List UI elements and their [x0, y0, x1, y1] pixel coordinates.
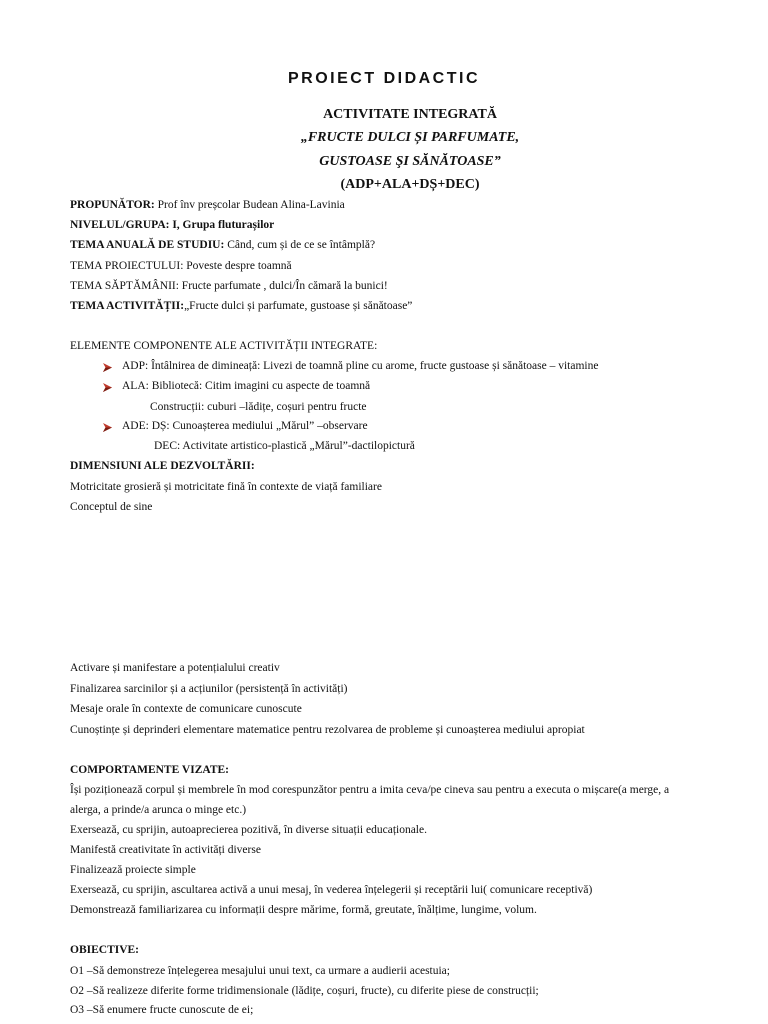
element-ala: ALA: Bibliotecă: Citim imagini cu aspecte de toamnă — [122, 380, 371, 392]
tema-saptamanii: TEMA SĂPTĂMÂNII: Fructe parfumate , dulci/În cămară la bunici! — [70, 280, 388, 292]
tema-anuala-value: Când, cum și de ce se întâmplă? — [224, 239, 376, 251]
element-ade: ADE: DȘ: Cunoașterea mediului „Mărul” –observare — [122, 420, 368, 432]
element-ala-constructii: Construcții: cuburi –lădițe, coșuri pentru fructe — [150, 401, 367, 413]
dimension-item: Conceptul de sine — [70, 501, 153, 513]
elements-heading: ELEMENTE COMPONENTE ALE ACTIVITĂȚII INTEGRATE: — [70, 340, 378, 352]
objective-item: O1 –Să demonstreze înțelegerea mesajului unui text, ca urmare a audierii acestuia; — [70, 965, 450, 977]
propunator-label: PROPUNĂTOR: — [70, 199, 155, 211]
tema-activitatii-label: TEMA ACTIVITĂȚII: — [70, 300, 185, 312]
dimension-item: Activare și manifestare a potențialului creativ — [70, 662, 280, 674]
arrow-bullet-icon — [103, 363, 112, 372]
behavior-item: Își poziționează corpul și membrele în mod corespunzător pentru a imita ceva/pe cineva sau pentru a executa o mișcare(a merge, a — [70, 784, 670, 796]
behavior-item-continuation: alerga, a prinde/a arunca o minge etc.) — [70, 804, 247, 816]
dimension-item: Mesaje orale în contexte de comunicare cunoscute — [70, 703, 302, 715]
dimension-item: Motricitate grosieră și motricitate fină în contexte de viață familiare — [70, 481, 382, 493]
theme-line-2: GUSTOASE ŞI SĂNĂTOASE” — [319, 154, 501, 169]
element-dec: DEC: Activitate artistico-plastică „Mărul”-dactilopictură — [154, 440, 415, 452]
behaviors-heading: COMPORTAMENTE VIZATE: — [70, 764, 230, 776]
arrow-bullet-icon — [103, 423, 112, 432]
tema-anuala-label: TEMA ANUALĂ DE STUDIU: — [70, 239, 225, 251]
tema-anuala-line — [70, 239, 375, 251]
element-adp: ADP: Întâlnirea de dimineață: Livezi de toamnă pline cu arome, fructe gustoase și sănătoase – vitamine — [122, 360, 599, 372]
tema-activitatii-value: „Fructe dulci și parfumate, gustoase și sănătoase” — [184, 300, 413, 312]
behavior-item: Manifestă creativitate în activități diverse — [70, 844, 261, 856]
activity-subtitle: ACTIVITATE INTEGRATĂ — [323, 107, 497, 122]
arrow-bullet-icon — [103, 383, 112, 392]
behavior-item: Exersează, cu sprijin, ascultarea activă a unui mesaj, în vederea înțelegerii și receptării lui( comunicare receptivă) — [70, 884, 593, 896]
objective-item: O2 –Să realizeze diferite forme tridimensionale (lădițe, coșuri, fructe), cu diferite piese de construcții; — [70, 985, 539, 997]
tema-proiectului: TEMA PROIECTULUI: Poveste despre toamnă — [70, 260, 292, 272]
dimension-item: Finalizarea sarcinilor și a acțiunilor (persistență în activități) — [70, 683, 348, 695]
document-title: PROIECT DIDACTIC — [288, 70, 480, 87]
behavior-item: Finalizează proiecte simple — [70, 864, 196, 876]
tema-activitatii-line — [70, 300, 412, 312]
nivel-grupa: NIVELUL/GRUPA: I, Grupa fluturașilor — [70, 219, 275, 231]
theme-line-1: „FRUCTE DULCI ȘI PARFUMATE, — [300, 130, 520, 145]
dimensions-heading: DIMENSIUNI ALE DEZVOLTĂRII: — [70, 460, 255, 472]
behavior-item: Demonstrează familiarizarea cu informații despre mărime, formă, greutate, înălțime, lungime, volum. — [70, 904, 537, 916]
propunator-line — [70, 199, 345, 211]
objective-item: O3 –Să enumere fructe cunoscute de ei; — [70, 1004, 254, 1016]
activity-areas: (ADP+ALA+DȘ+DEC) — [340, 177, 480, 192]
behavior-item: Exersează, cu sprijin, autoaprecierea pozitivă, în diverse situații educaționale. — [70, 824, 427, 836]
propunator-value: Prof înv preșcolar Budean Alina-Lavinia — [154, 199, 345, 211]
objectives-heading: OBIECTIVE: — [70, 944, 140, 956]
dimension-item: Cunoștințe și deprinderi elementare matematice pentru rezolvarea de probleme și cunoașterea mediului apropiat — [70, 724, 585, 736]
